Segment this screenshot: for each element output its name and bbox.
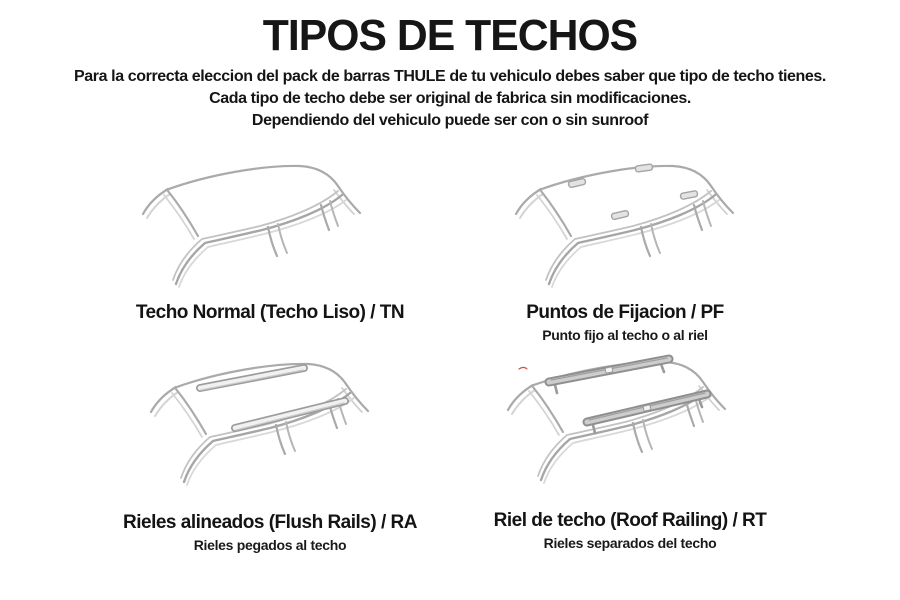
roof-type-card-tn — [60, 158, 480, 323]
fixpoint-markers — [568, 164, 698, 220]
roof-type-label-ra: Rieles alineados (Flush Rails) / RA — [123, 512, 417, 533]
roof-type-label-tn: Techo Normal (Techo Liso) / TN — [135, 302, 405, 323]
intro-line-1: Para la correcta eleccion del pack de barras THULE de tu vehiculo debes saber que tipo de techo tienes. — [74, 68, 826, 86]
fixpoint-roof-illustration — [503, 158, 803, 303]
roof-railing-illustration — [495, 354, 795, 499]
roof-type-sublabel-rt: Rieles separados del techo — [543, 535, 717, 551]
flush-rails-roof-illustration — [138, 356, 438, 501]
page-title: TIPOS DE TECHOS — [262, 11, 638, 60]
roof-type-sublabel-ra: Rieles pegados al techo — [193, 537, 347, 553]
flush-rails — [200, 368, 345, 430]
intro-line-3: Dependiendo del vehiculo puede ser con o sin sunroof — [251, 112, 649, 130]
normal-roof-illustration — [130, 158, 430, 303]
roof-type-card-ra — [60, 356, 480, 554]
intro-paragraph — [0, 66, 900, 132]
raised-roof-rails — [519, 358, 707, 433]
roof-type-label-rt: Riel de techo (Roof Railing) / RT — [493, 510, 767, 531]
roof-type-sublabel-pf: Punto fijo al techo o al riel — [542, 327, 708, 343]
roof-type-label-pf: Puntos de Fijacion / PF — [526, 302, 724, 323]
roof-type-card-rt — [430, 354, 830, 552]
intro-line-2: Cada tipo de techo debe ser original de fabrica sin modificaciones. — [209, 90, 691, 108]
red-mark — [519, 368, 527, 370]
roof-type-card-pf — [425, 158, 825, 344]
